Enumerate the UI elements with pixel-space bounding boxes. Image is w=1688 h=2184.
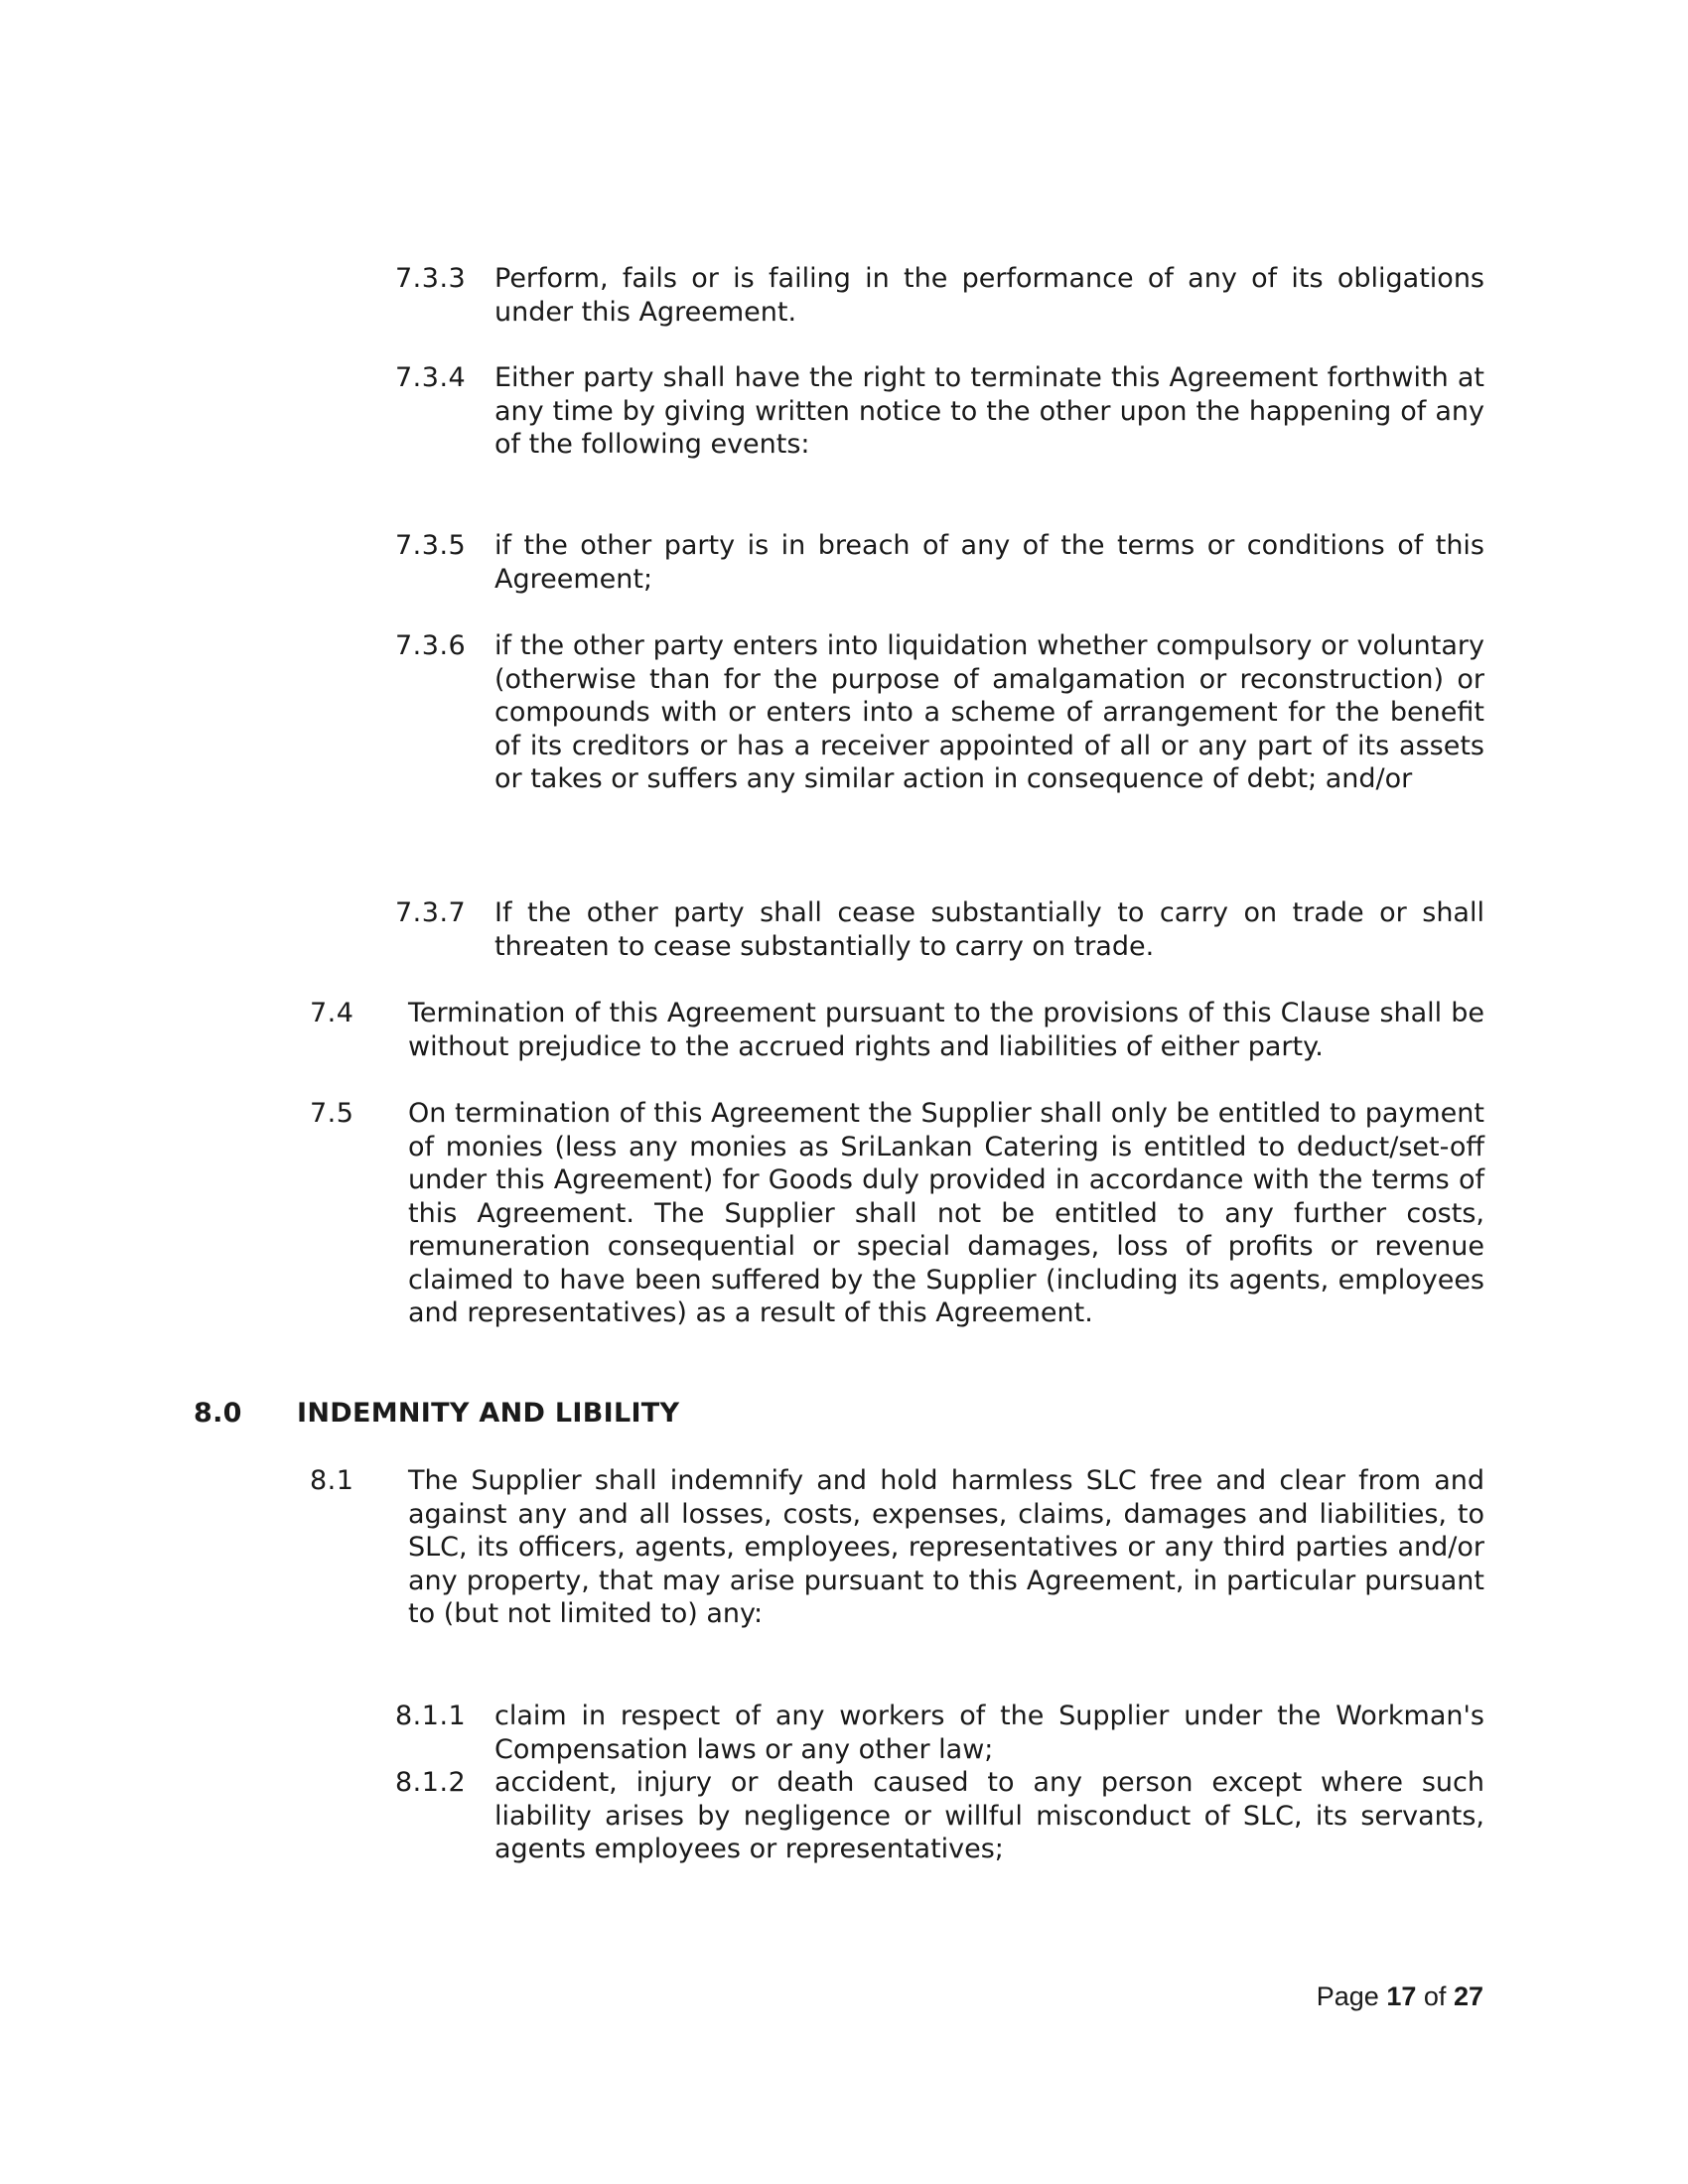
clause-number: 7.4	[310, 998, 354, 1028]
page-footer	[1317, 1981, 1483, 2012]
clause-text: Perform, fails or is failing in the performance of any of its obligations under this Agreement.	[494, 263, 1484, 328]
clause-number: 7.5	[310, 1098, 354, 1129]
clause-text: claim in respect of any workers of the Supplier under the Workman's Compensation laws or any other law;	[494, 1701, 1484, 1765]
clause-text: if the other party is in breach of any of the terms or conditions of this Agreement;	[494, 530, 1484, 595]
clause-number: 7.3.3	[395, 263, 467, 294]
clause-number: 8.1	[310, 1465, 354, 1496]
page-of-label: of	[1423, 1981, 1447, 2011]
clause-number: 7.3.5	[395, 530, 467, 561]
clause-text: Either party shall have the right to terminate this Agreement forthwith at any time by giving written notice to the other upon the happening of any of the following events:	[494, 362, 1484, 460]
clause-text: The Supplier shall indemnify and hold harmless SLC free and clear from and against any and all losses, costs, expenses, claims, damages and liabilities, to SLC, its officers, agents, employees, representatives or any third parties and/or any property, that may arise pursuant to this Agreement, in particular pursuant to (but not limited to) any:	[408, 1465, 1484, 1629]
section-number: 8.0	[194, 1398, 242, 1429]
page-label: Page	[1316, 1981, 1379, 2011]
clause-text: if the other party enters into liquidation whether compulsory or voluntary (otherwise than for the purpose of amalgamation or reconstruction) or compounds with or enters into a scheme of arrangement for the benefit of its creditors or has a receiver appointed of all or any part of its assets or takes or suffers any similar action in consequence of debt; and/or	[494, 630, 1484, 794]
current-page-number: 17	[1386, 1981, 1417, 2011]
total-page-count: 27	[1453, 1981, 1483, 2011]
clause-number: 7.3.7	[395, 897, 467, 928]
clause-number: 8.1.2	[395, 1767, 467, 1798]
clause-number: 7.3.4	[395, 362, 467, 393]
clause-text: If the other party shall cease substantially to carry on trade or shall threaten to cease substantially to carry on trade.	[494, 897, 1484, 962]
clause-text: Termination of this Agreement pursuant to the provisions of this Clause shall be without prejudice to the accrued rights and liabilities of either party.	[408, 998, 1484, 1062]
clause-number: 7.3.6	[395, 630, 467, 661]
clause-text: accident, injury or death caused to any person except where such liability arises by negligence or willful misconduct of SLC, its servants, agents employees or representatives;	[494, 1767, 1484, 1864]
clause-number: 8.1.1	[395, 1701, 467, 1731]
clause-text: On termination of this Agreement the Supplier shall only be entitled to payment of monies (less any monies as SriLankan Catering is entitled to deduct/set-off under this Agreement) for Goods duly provided in accordance with the terms of this Agreement. The Supplier shall not be entitled to any further costs, remuneration consequential or special damages, loss of profits or revenue claimed to have been suffered by the Supplier (including its agents, employees and representatives) as a result of this Agreement.	[408, 1098, 1484, 1328]
section-title: INDEMNITY AND LIBILITY	[297, 1398, 680, 1429]
